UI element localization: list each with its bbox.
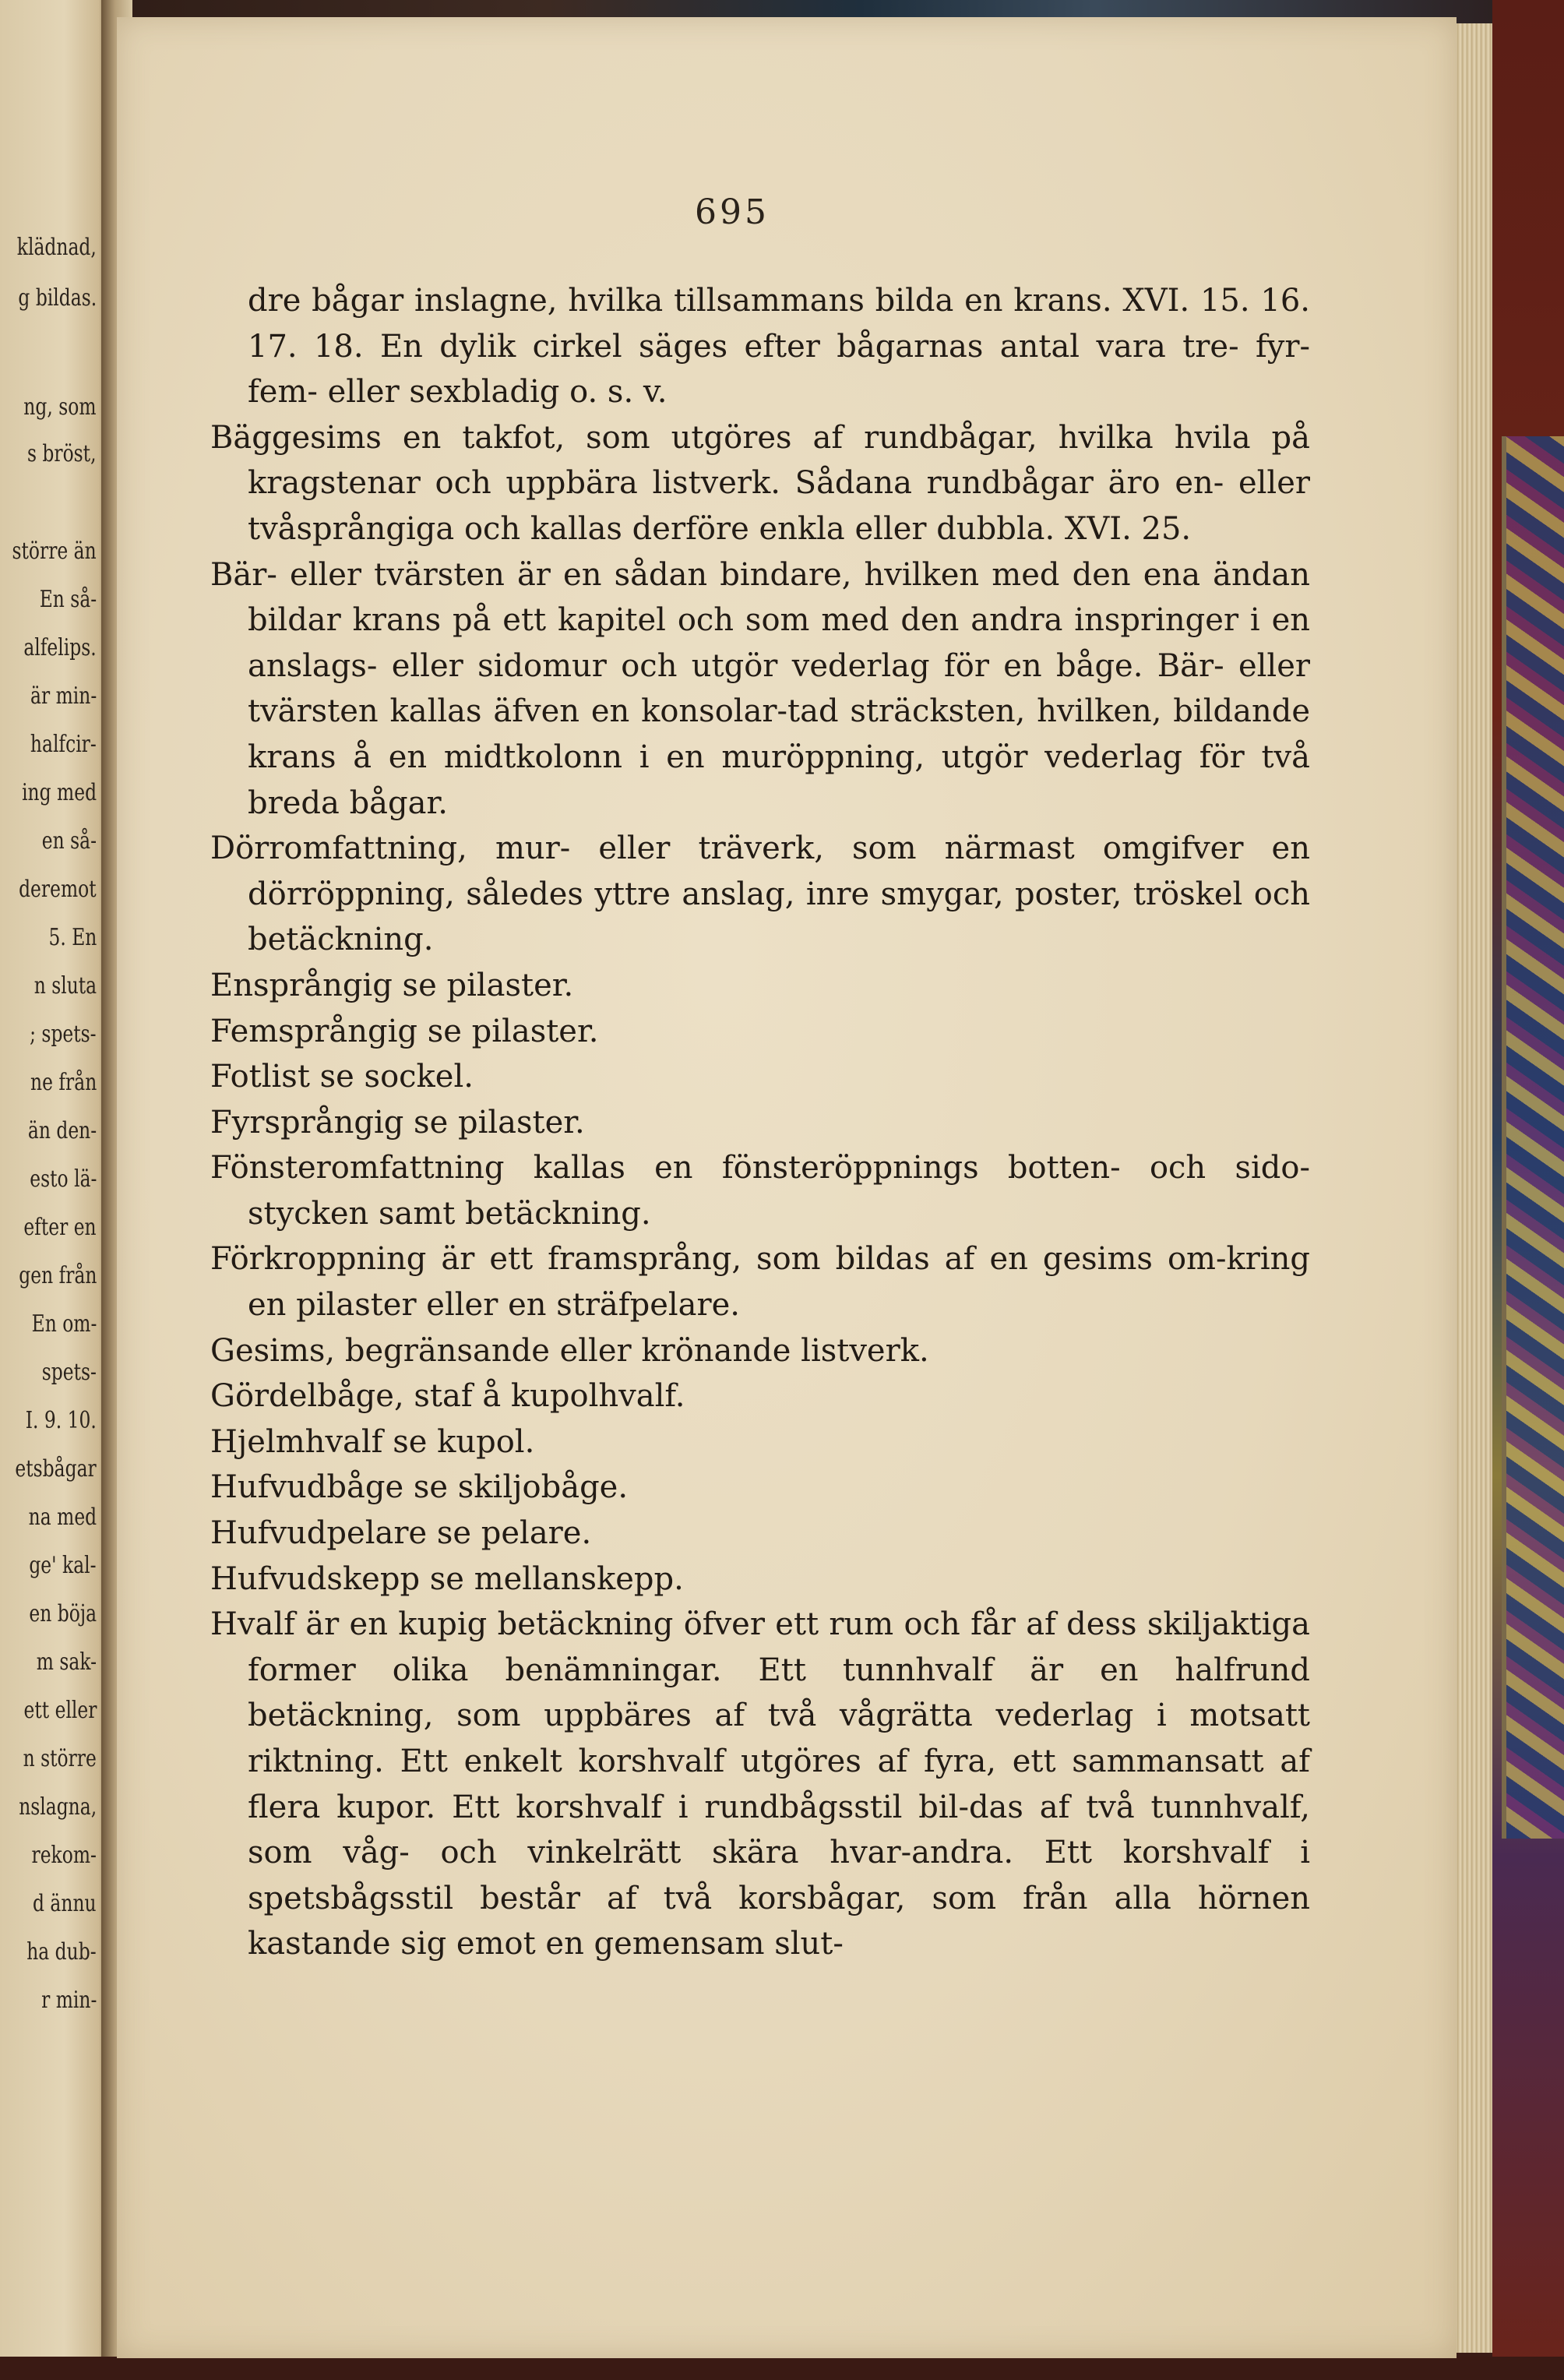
page-content [117, 17, 1457, 2358]
left-fragment: spets- [41, 1359, 97, 1386]
left-fragment: I. 9. 10. [25, 1407, 97, 1434]
left-fragment: esto lä- [29, 1165, 97, 1193]
left-fragment: är min- [30, 682, 97, 710]
left-fragment: gen från [18, 1262, 97, 1289]
left-fragment: En om- [31, 1310, 97, 1338]
marbled-endpaper [1502, 436, 1564, 1839]
left-fragment: ett eller [23, 1697, 97, 1724]
glossary-entry: Hufvudskepp se mellanskepp. [210, 1560, 684, 1597]
glossary-entry: Femsprångig se pilaster. [210, 1013, 599, 1049]
left-fragment: ha dub- [26, 1938, 97, 1966]
left-fragment: nslagna, [19, 1793, 97, 1821]
glossary-entry: Dörromfattning, mur- eller träverk, som närmast omgifver en dörröppning, således yttre anslag, inre smygar, poster, tröskel och betäckning. [210, 830, 1310, 958]
page-block-edges [1453, 23, 1492, 2353]
left-fragment: g bildas. [18, 284, 97, 312]
glossary-entry: Hvalf är en kupig betäckning öfver ett rum och får af dess skiljaktiga former olika benämningar. Ett tunnhvalf är en halfrund betäckning, som uppbäres af två vågrätta vederlag i motsatt riktning. Ett enkelt korshvalf utgöres af fyra, ett sammansatt af flera kupor. Ett korshvalf i rundbågsstil bil-das af två tunnhvalf, som våg- och vinkelrätt skära hvar-andra. Ett korshvalf i spetsbågsstil består af två korsbågar, som från alla hörnen kastande sig emot en gemensam slut- [210, 1606, 1310, 1962]
left-fragment: halfcir- [30, 731, 97, 758]
left-fragment: ing med [22, 779, 97, 806]
left-fragment: r min- [41, 1987, 97, 2014]
left-fragment: n större [23, 1745, 97, 1772]
left-page-edge [0, 0, 107, 2380]
book-cover-bottom-edge [0, 2357, 1564, 2380]
glossary-text [210, 278, 1310, 1967]
glossary-entry: Fönsteromfattning kallas en fönsteröppnings botten- och sido-stycken samt betäckning. [210, 1150, 1310, 1232]
glossary-entry: Hjelmhvalf se kupol. [210, 1423, 535, 1460]
left-fragment: na med [28, 1504, 97, 1531]
left-fragment: n sluta [33, 972, 97, 1000]
left-fragment: m sak- [36, 1648, 97, 1676]
left-fragment: en böja [29, 1600, 97, 1627]
glossary-entry: Fyrsprångig se pilaster. [210, 1104, 585, 1141]
left-fragment: efter en [23, 1214, 97, 1241]
left-fragment: ne från [30, 1069, 97, 1096]
left-fragment: alfelips. [23, 634, 97, 661]
glossary-entry: Fotlist se sockel. [210, 1059, 474, 1095]
glossary-entry: Hufvudbåge se skiljobåge. [210, 1469, 629, 1506]
glossary-entry: Hufvudpelare se pelare. [210, 1515, 592, 1552]
glossary-entry: Bäggesims en takfot, som utgöres af rundbågar, hvilka hvila på kragstenar och uppbära listverk. Sådana rundbågar äro en- eller tvåsprångiga och kallas derföre enkla eller dubbla. XVI. 25. [210, 419, 1310, 547]
left-fragment: deremot [19, 876, 97, 903]
glossary-entry: Bär- eller tvärsten är en sådan bindare, hvilken med den ena ändan bildar krans på ett kapitel och som med den andra inspringer i en anslags- eller sidomur och utgör vederlag för en båge. Bär- eller tvärsten kallas äfven en konsolar-tad sträcksten, hvilken, bildande krans å en midtkolonn i en muröppning, utgör vederlag för två breda bågar. [210, 556, 1310, 821]
left-fragment: etsbågar [15, 1455, 97, 1483]
glossary-entry: Gesims, begränsande eller krönande listverk. [210, 1332, 929, 1369]
left-fragment: ng, som [23, 393, 97, 421]
glossary-entry-continuation: dre bågar inslagne, hvilka tillsammans bilda en krans. XVI. 15. 16. 17. 18. En dylik cirkel säges efter bågarnas antal vara tre- fyr- fem- eller sexbladig o. s. v. [248, 283, 1310, 411]
glossary-entry: Ensprångig se pilaster. [210, 967, 574, 1003]
left-fragment: rekom- [31, 1842, 97, 1869]
left-fragment: större än [12, 538, 97, 565]
left-fragment: ge' kal- [29, 1552, 97, 1579]
left-fragment: 5. En [48, 924, 97, 951]
glossary-entry: Förkroppning är ett framsprång, som bildas af en gesims om-kring en pilaster eller en sträfpelare. [210, 1241, 1310, 1324]
right-page [117, 17, 1457, 2358]
left-fragment: d ännu [33, 1890, 97, 1917]
left-fragment: En så- [39, 586, 97, 613]
left-fragment: än den- [27, 1117, 97, 1144]
left-fragment: en så- [41, 827, 97, 855]
left-fragment: klädnad, [16, 234, 97, 261]
left-fragment: s bröst, [27, 440, 97, 467]
glossary-entry: Gördelbåge, staf å kupolhvalf. [210, 1378, 685, 1415]
left-fragment: ; spets- [30, 1021, 97, 1048]
page-number: 695 [695, 192, 770, 232]
